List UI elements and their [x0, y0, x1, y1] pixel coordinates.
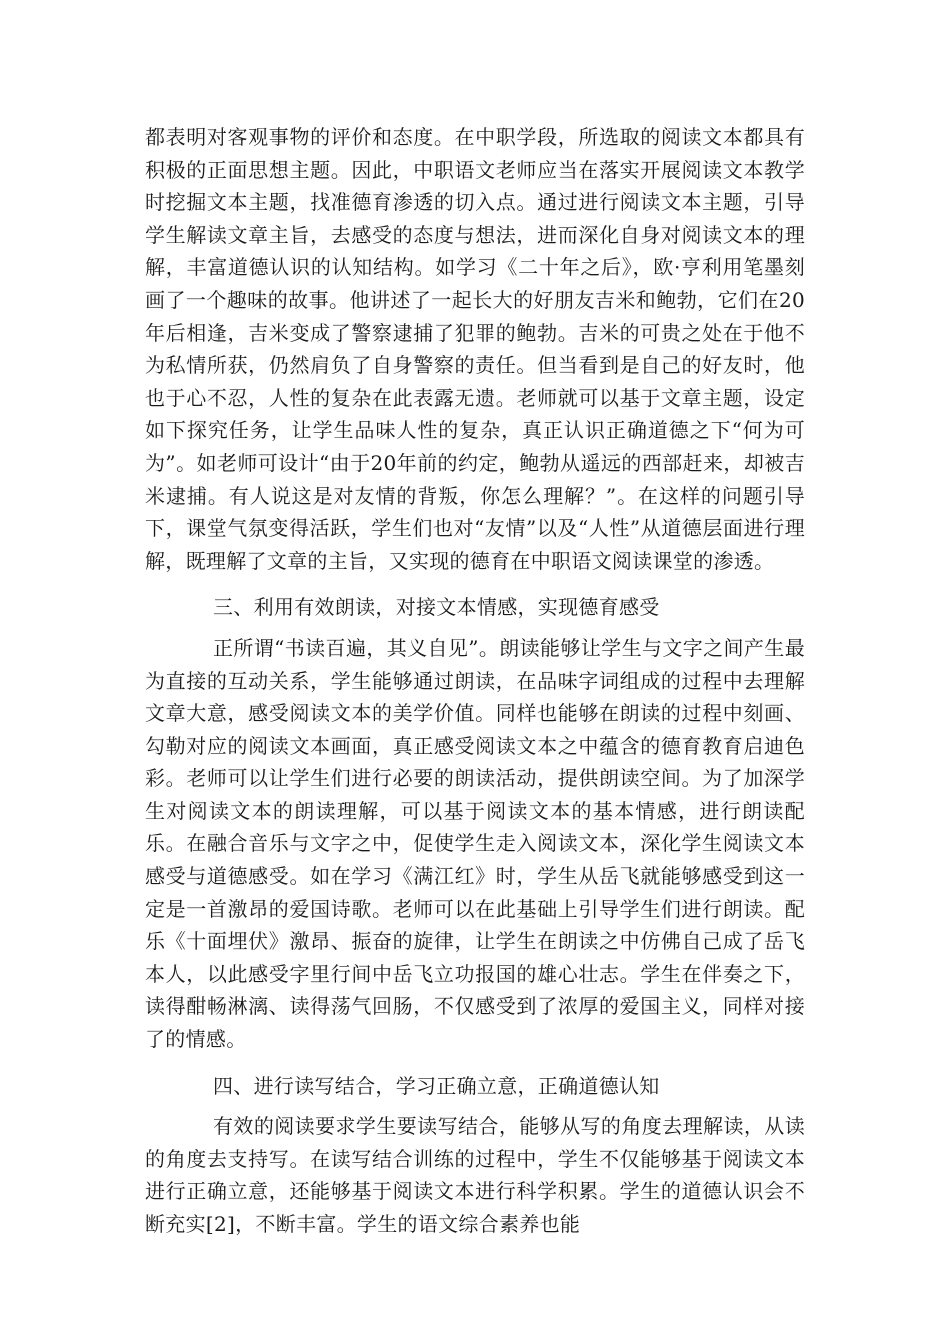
body-paragraph-3: 有效的阅读要求学生要读写结合，能够从写的角度去理解读，从读的角度去支持写。在读写结合训练的过程中，学生不仅能够基于阅读文本进行正确立意，还能够基于阅读文本进行科学积累。学生的道德认识会不断充实[2]，不断丰富。学生的语文综合素养也能 — [145, 1114, 805, 1236]
body-paragraph-1: 都表明对客观事物的评价和态度。在中职学段，所选取的阅读文本都具有积极的正面思想主题。因此，中职语文老师应当在落实开展阅读文本教学时挖掘文本主题，找准德育渗透的切入点。通过进行阅读文本主题，引导学生解读文章主旨，去感受的态度与想法，进而深化自身对阅读文本的理解，丰富道德认识的认知结构。如学习《二十年之后》，欧·亨利用笔墨刻画了一个趣味的故事。他讲述了一起长大的好朋友吉米和鲍勃，它们在20年后相逢，吉米变成了警察逮捕了犯罪的鲍勃。吉米的可贵之处在于他不为私情所获，仍然肩负了自身警察的责任。但当看到是自己的好友时，他也于心不忍，人性的复杂在此表露无遗。老师就可以基于文章主题，设定如下探究任务，让学生品味人性的复杂，真正认识正确道德之下“何为可为”。如老师可设计“由于20年前的约定，鲍勃从遥远的西部赶来，却被吉米逮捕。有人说这是对友情的背叛，你怎么理解？”。在这样的问题引导下，课堂气氛变得活跃，学生们也对“友情”以及“人性”从道德层面进行理解，既理解了文章的主旨，又实现的德育在中职语文阅读课堂的渗透。 — [145, 125, 805, 573]
section-heading-3: 三、利用有效朗读，对接文本情感，实现德育感受 — [213, 595, 660, 620]
section-heading-4: 四、进行读写结合，学习正确立意，正确道德认知 — [213, 1073, 660, 1098]
body-paragraph-2: 正所谓“书读百遍，其义自见”。朗读能够让学生与文字之间产生最为直接的互动关系，学生能够通过朗读，在品味字词组成的过程中去理解文章大意，感受阅读文本的美学价值。同样也能够在朗读的过程中刻画、勾勒对应的阅读文本画面，真正感受阅读文本之中蕴含的德育教育启迪色彩。老师可以让学生们进行必要的朗读活动，提供朗读空间。为了加深学生对阅读文本的朗读理解，可以基于阅读文本的基本情感，进行朗读配乐。在融合音乐与文字之中，促使学生走入阅读文本，深化学生阅读文本感受与道德感受。如在学习《满江红》时，学生从岳飞就能够感受到这一定是一首激昂的爱国诗歌。老师可以在此基础上引导学生们进行朗读。配乐《十面埋伏》激昂、振奋的旋律，让学生在朗读之中仿佛自己成了岳飞本人，以此感受字里行间中岳飞立功报国的雄心壮志。学生在伴奏之下，读得酣畅淋漓、读得荡气回肠，不仅感受到了浓厚的爱国主义，同样对接了的情感。 — [145, 635, 805, 1052]
document-body — [145, 121, 805, 1241]
